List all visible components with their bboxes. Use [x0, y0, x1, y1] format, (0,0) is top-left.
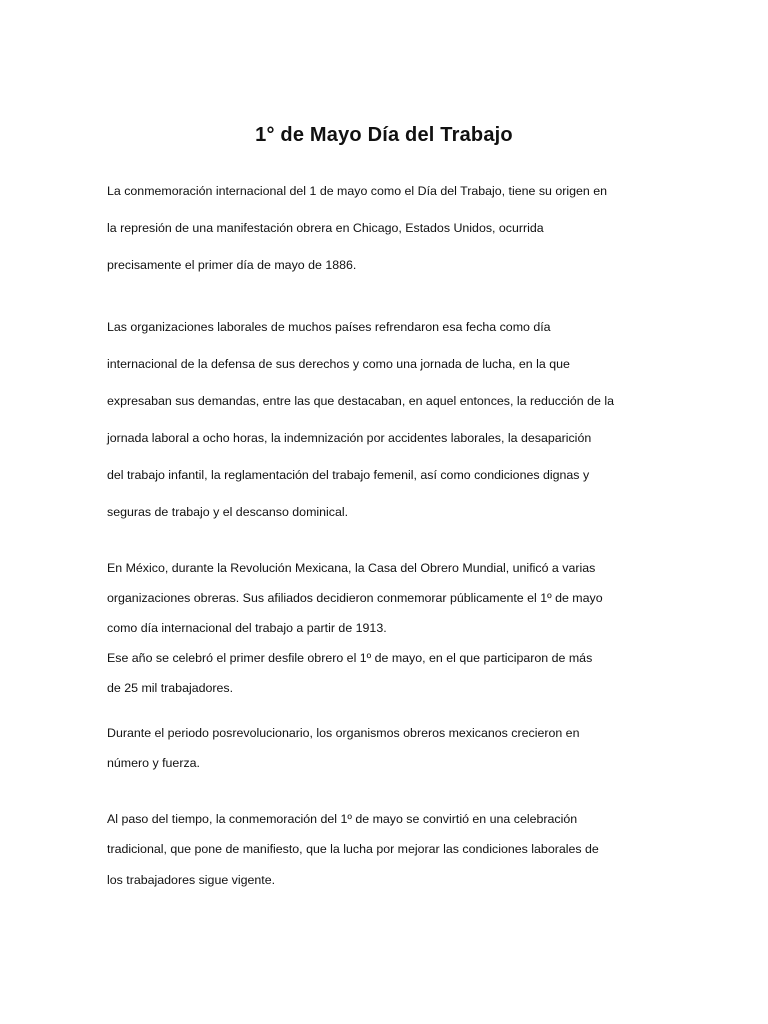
paragraph-line: Las organizaciones laborales de muchos países refrendaron esa fecha como día: [107, 320, 551, 334]
paragraph-line: precisamente el primer día de mayo de 1886.: [107, 258, 357, 272]
paragraph-line: seguras de trabajo y el descanso dominical.: [107, 505, 349, 519]
paragraph-line: la represión de una manifestación obrera en Chicago, Estados Unidos, ocurrida: [107, 221, 544, 235]
paragraph-line: como día internacional del trabajo a partir de 1913.: [107, 621, 387, 635]
paragraph-line: internacional de la defensa de sus derechos y como una jornada de lucha, en la que: [107, 357, 570, 371]
paragraph-line: jornada laboral a ocho horas, la indemnización por accidentes laborales, la desaparición: [107, 431, 592, 445]
paragraph-line: La conmemoración internacional del 1 de mayo como el Día del Trabajo, tiene su origen en: [107, 184, 608, 198]
document-title: 1° de Mayo Día del Trabajo: [255, 124, 513, 146]
paragraph-line: número y fuerza.: [107, 756, 200, 770]
paragraph-line: del trabajo infantil, la reglamentación del trabajo femenil, así como condiciones dignas y: [107, 468, 590, 482]
paragraph-line: En México, durante la Revolución Mexicana, la Casa del Obrero Mundial, unificó a varias: [107, 561, 596, 575]
paragraph-line: Ese año se celebró el primer desfile obrero el 1º de mayo, en el que participaron de más: [107, 651, 593, 665]
paragraph-line: Durante el periodo posrevolucionario, los organismos obreros mexicanos crecieron en: [107, 726, 580, 740]
paragraph-line: tradicional, que pone de manifiesto, que la lucha por mejorar las condiciones laborales de: [107, 842, 599, 856]
paragraph-line: expresaban sus demandas, entre las que destacaban, en aquel entonces, la reducción de la: [107, 394, 614, 408]
paragraph-line: organizaciones obreras. Sus afiliados decidieron conmemorar públicamente el 1º de mayo: [107, 591, 603, 605]
paragraph-line: de 25 mil trabajadores.: [107, 681, 234, 695]
paragraph-line: los trabajadores sigue vigente.: [107, 873, 276, 887]
paragraph-line: Al paso del tiempo, la conmemoración del 1º de mayo se convirtió en una celebración: [107, 812, 578, 826]
